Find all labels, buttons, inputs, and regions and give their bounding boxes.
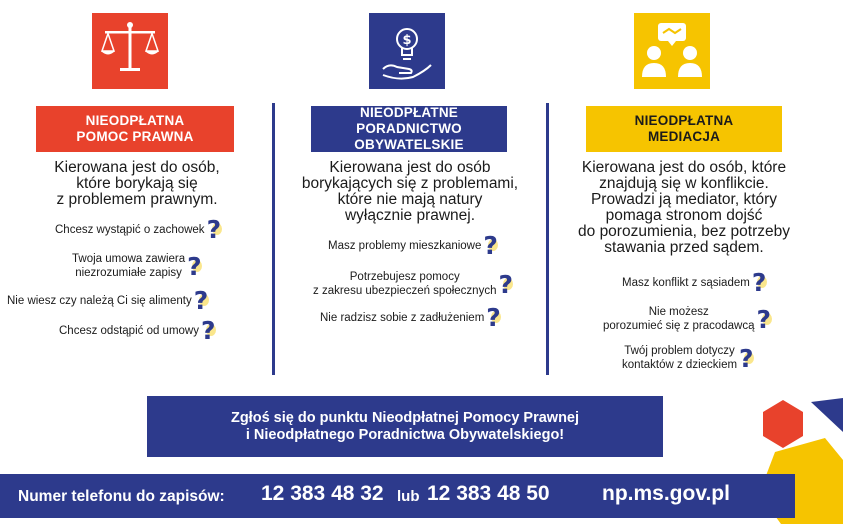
question-mark-icon: ? <box>739 343 754 373</box>
question-item: Twoja umowa zawiera niezrozumiałe zapisy ? <box>72 251 202 281</box>
question-mark-icon: ? <box>206 215 222 244</box>
blue-triangle-shape <box>811 398 843 432</box>
question-mark-icon: ? <box>498 269 513 299</box>
banner-title-line2: PORADNICTWO OBYWATELSKIE <box>354 121 464 152</box>
question-mark-icon: ? <box>187 251 202 281</box>
banner-title-line1: NIEODPŁATNA <box>634 113 734 128</box>
question-mark-icon: ? <box>200 316 216 345</box>
phone-number-2[interactable]: 12 383 48 50 <box>427 482 550 505</box>
question-item: Potrzebujesz pomocy z zakresu ubezpieczeń społecznych ? <box>313 269 513 299</box>
phone-number-1[interactable]: 12 383 48 32 <box>261 482 384 505</box>
question-item: Twój problem dotyczy kontaktów z dzieckiem ? <box>622 343 754 373</box>
question-item: Chcesz wystąpić o zachowek ? <box>55 215 222 244</box>
scales-of-justice-icon <box>92 13 168 89</box>
banner-title-line1: NIEODPŁATNA <box>85 113 185 128</box>
red-hexagon-shape <box>763 400 803 448</box>
question-item: Masz problemy mieszkaniowe ? <box>328 231 498 260</box>
banner-title-line2: MEDIACJA <box>647 129 721 144</box>
question-mark-icon: ? <box>486 303 501 332</box>
footer-bar <box>0 474 795 518</box>
svg-text:$: $ <box>402 33 412 48</box>
question-item: Nie możesz porozumieć się z pracodawcą ? <box>603 304 772 334</box>
question-item: Masz konflikt z sąsiadem ? <box>622 268 767 297</box>
column-divider <box>272 103 275 375</box>
question-item: Chcesz odstąpić od umowy ? <box>59 316 216 345</box>
website-link[interactable]: np.ms.gov.pl <box>602 482 730 505</box>
question-mark-icon: ? <box>756 304 772 334</box>
cta-line1: Zgłoś się do punktu Nieodpłatnej Pomocy Prawnej <box>230 409 580 426</box>
question-mark-icon: ? <box>193 286 209 315</box>
description-mediation: Kierowana jest do osób, które znajdują się w konflikcie. Prowadzi ją mediator, który pomaga stronom dojść do porozumienia, bez potrzeby stawania przed sądem. <box>578 159 790 256</box>
banner-legal-aid <box>36 106 234 152</box>
banner-title-line2: POMOC PRAWNA <box>76 129 194 144</box>
question-mark-icon: ? <box>751 268 767 297</box>
cta-line2: i Nieodpłatnego Poradnictwa Obywatelskiego! <box>245 426 565 443</box>
question-mark-icon: ? <box>483 231 498 260</box>
question-item: Nie wiesz czy należą Ci się alimenty ? <box>7 286 209 315</box>
phone-label: Numer telefonu do zapisów: <box>18 488 225 505</box>
question-item: Nie radzisz sobie z zadłużeniem ? <box>320 303 501 332</box>
description-civic-counseling: Kierowana jest do osób borykających się z problemami, które nie mają natury wyłącznie prawnej. <box>301 159 519 224</box>
banner-title-line1: NIEODPŁATNE <box>360 105 458 120</box>
phone-separator: lub <box>397 488 420 505</box>
column-divider <box>546 103 549 375</box>
call-to-action-banner <box>147 396 663 457</box>
lightbulb-hand-icon <box>369 13 445 89</box>
banner-civic-counseling <box>311 106 507 152</box>
handshake-people-icon <box>634 13 710 89</box>
description-legal-aid: Kierowana jest do osób, które borykają się z problemem prawnym. <box>54 159 220 208</box>
banner-mediation <box>586 106 782 152</box>
